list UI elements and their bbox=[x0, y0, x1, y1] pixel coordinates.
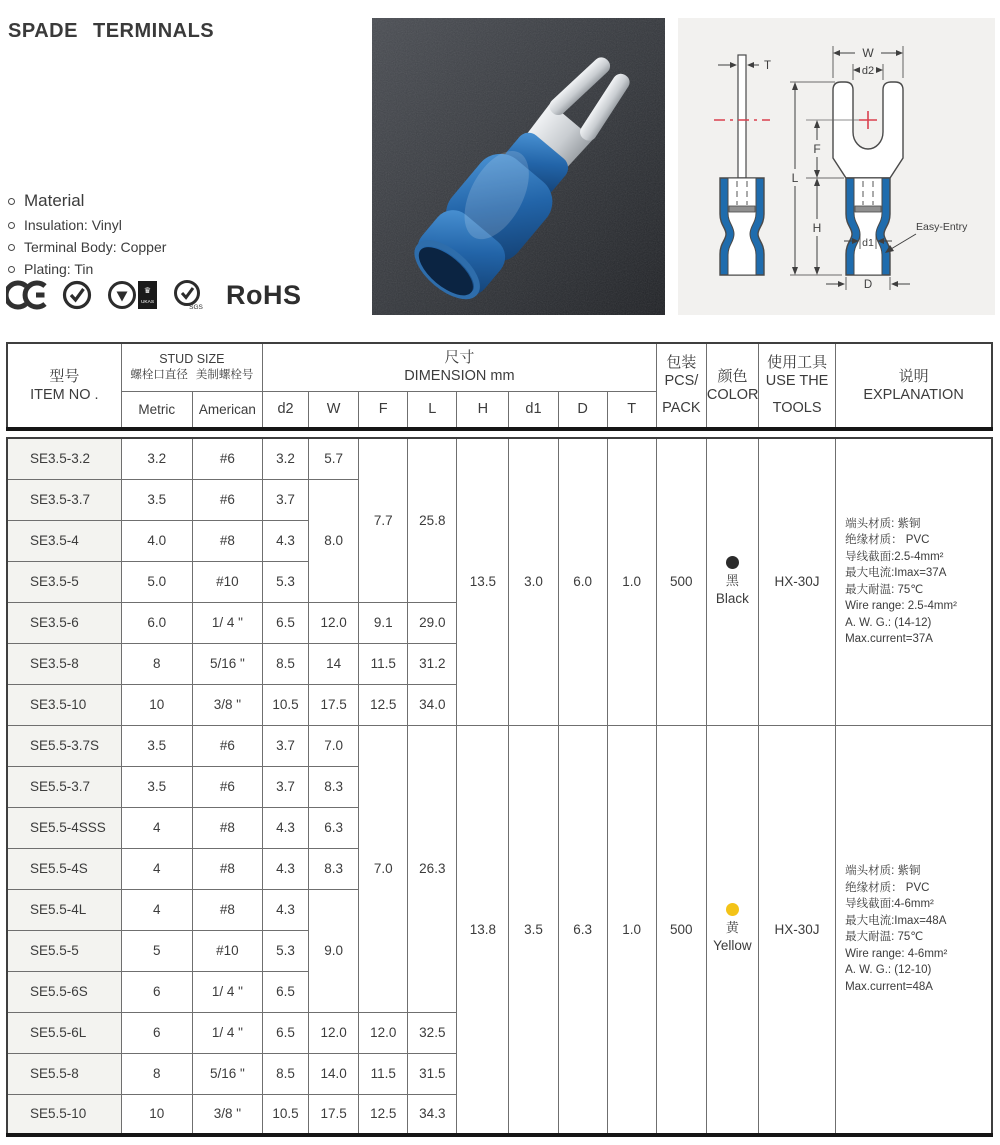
value-cell: 14 bbox=[309, 643, 359, 684]
explanation-line: A. W. G.: (12-10) bbox=[845, 964, 932, 977]
spec-table-header bbox=[6, 342, 993, 431]
value-cell: 8.3 bbox=[309, 848, 359, 889]
item-no-cell: SE3.5-3.2 bbox=[7, 438, 121, 479]
bullet-icon bbox=[8, 266, 15, 273]
value-cell: 3/8 " bbox=[192, 684, 262, 725]
pack-label-l2: PCS/ bbox=[664, 373, 699, 389]
value-cell: 10.5 bbox=[263, 1094, 309, 1135]
value-cell: HX-30J bbox=[758, 725, 835, 1135]
value-cell: 4 bbox=[121, 848, 192, 889]
col-header-item-no bbox=[7, 343, 121, 429]
material-section bbox=[8, 191, 166, 283]
color-dot-icon bbox=[726, 556, 739, 569]
value-cell: 5 bbox=[121, 930, 192, 971]
material-item: Insulation: Vinyl bbox=[24, 217, 122, 233]
value-cell: 9.1 bbox=[359, 602, 408, 643]
item-no-cell: SE3.5-8 bbox=[7, 643, 121, 684]
value-cell: 11.5 bbox=[359, 1053, 408, 1094]
col-header-dimension bbox=[262, 343, 656, 391]
dim-label-T: T bbox=[764, 60, 772, 72]
easy-entry-label: Easy-Entry bbox=[916, 221, 968, 233]
explanation-cell bbox=[836, 438, 992, 725]
value-cell: #6 bbox=[192, 766, 262, 807]
table-row bbox=[7, 725, 992, 766]
col-header-d2: d2 bbox=[262, 391, 308, 429]
dim-label-L: L bbox=[791, 171, 799, 185]
value-cell: 1/ 4 " bbox=[192, 971, 262, 1012]
bullet-icon bbox=[8, 198, 15, 205]
value-cell: #6 bbox=[192, 438, 262, 479]
weee-compliance-badge-icon bbox=[61, 279, 93, 311]
value-cell: 1/ 4 " bbox=[192, 602, 262, 643]
dim-label-d2: d2 bbox=[861, 65, 875, 77]
value-cell: 34.3 bbox=[408, 1094, 457, 1135]
value-cell: 4 bbox=[121, 889, 192, 930]
value-cell: 6 bbox=[121, 1012, 192, 1053]
item-no-cell: SE5.5-6S bbox=[7, 971, 121, 1012]
color-name-en: Yellow bbox=[713, 938, 752, 954]
dim-label-H: H bbox=[812, 221, 822, 235]
explanation-line: Wire range: 2.5-4mm² bbox=[845, 600, 957, 613]
value-cell: 8 bbox=[121, 643, 192, 684]
color-name-cn: 黄 bbox=[725, 920, 739, 936]
explanation-cell bbox=[836, 725, 992, 1135]
item-no-cell: SE5.5-8 bbox=[7, 1053, 121, 1094]
explanation-line: Max.current=48A bbox=[845, 980, 933, 993]
value-cell: 9.0 bbox=[309, 889, 359, 1012]
explanation-line: 最大电流:Imax=48A bbox=[845, 914, 947, 927]
front-view-fork bbox=[833, 82, 903, 178]
value-cell: 6.5 bbox=[263, 1012, 309, 1053]
stud-cn-metric: 螺栓口直径 bbox=[130, 369, 188, 382]
explanation-line: 最大耐温: 75℃ bbox=[845, 931, 924, 944]
value-cell: 12.5 bbox=[359, 684, 408, 725]
color-name-en: Black bbox=[715, 590, 749, 606]
item-no-cell: SE5.5-4L bbox=[7, 889, 121, 930]
value-cell: #8 bbox=[192, 807, 262, 848]
col-header-stud-size bbox=[121, 343, 262, 391]
dim-label-W: W bbox=[862, 46, 874, 60]
value-cell: 31.5 bbox=[408, 1053, 457, 1094]
dimension-label-en: DIMENSION mm bbox=[404, 368, 515, 385]
value-cell: 5.3 bbox=[263, 930, 309, 971]
item-no-cell: SE5.5-3.7S bbox=[7, 725, 121, 766]
col-header-tools bbox=[759, 343, 836, 429]
item-no-cell: SE3.5-3.7 bbox=[7, 479, 121, 520]
item-no-cell: SE5.5-6L bbox=[7, 1012, 121, 1053]
value-cell: 5.3 bbox=[263, 561, 309, 602]
item-no-cell: SE5.5-10 bbox=[7, 1094, 121, 1135]
item-no-cell: SE3.5-10 bbox=[7, 684, 121, 725]
ce-mark-icon bbox=[6, 279, 48, 311]
dimension-label-cn: 尺寸 bbox=[444, 349, 475, 367]
value-cell: 6.3 bbox=[309, 807, 359, 848]
value-cell: 29.0 bbox=[408, 602, 457, 643]
explanation-line: 导线截面:4-6mm² bbox=[845, 898, 934, 911]
col-header-metric: Metric bbox=[121, 391, 192, 429]
col-header-f: F bbox=[359, 391, 408, 429]
col-header-t: T bbox=[607, 391, 656, 429]
dimension-diagram bbox=[678, 18, 995, 315]
dimension-diagram-svg bbox=[678, 18, 995, 315]
value-cell: 26.3 bbox=[408, 725, 457, 1012]
value-cell: 3.7 bbox=[263, 725, 309, 766]
value-cell: 7.0 bbox=[309, 725, 359, 766]
explanation-line: 最大耐温: 75℃ bbox=[845, 583, 924, 596]
value-cell: 500 bbox=[656, 438, 706, 725]
value-cell: 13.5 bbox=[457, 438, 509, 725]
explanation-line: 绝缘材质： PVC bbox=[845, 881, 930, 894]
explanation-line: 端头材质: 紫铜 bbox=[845, 865, 921, 878]
value-cell: 6.0 bbox=[558, 438, 607, 725]
material-item: Terminal Body: Copper bbox=[24, 239, 167, 255]
value-cell: 3.0 bbox=[509, 438, 558, 725]
value-cell: 6.3 bbox=[558, 725, 607, 1135]
color-cell bbox=[706, 438, 758, 725]
item-no-cell: SE5.5-3.7 bbox=[7, 766, 121, 807]
value-cell: 32.5 bbox=[408, 1012, 457, 1053]
value-cell: 5.7 bbox=[309, 438, 359, 479]
bullet-icon bbox=[8, 244, 15, 251]
material-item-row bbox=[8, 217, 166, 233]
tools-label-l2: USE THE bbox=[765, 373, 829, 389]
item-no-cell: SE3.5-6 bbox=[7, 602, 121, 643]
col-header-d1: d1 bbox=[509, 391, 558, 429]
value-cell: 12.0 bbox=[309, 602, 359, 643]
value-cell: 34.0 bbox=[408, 684, 457, 725]
value-cell: 7.7 bbox=[359, 438, 408, 602]
material-heading-row bbox=[8, 191, 166, 211]
value-cell: 3/8 " bbox=[192, 1094, 262, 1135]
value-cell: 10 bbox=[121, 1094, 192, 1135]
table-row bbox=[7, 438, 992, 479]
value-cell: 3.5 bbox=[121, 725, 192, 766]
quality-badge-ukas-icon bbox=[106, 279, 158, 311]
value-cell: #8 bbox=[192, 520, 262, 561]
explanation-line: 导线截面:2.5-4mm² bbox=[845, 550, 944, 563]
ukas-label: UKAS bbox=[140, 300, 155, 305]
value-cell: 1/ 4 " bbox=[192, 1012, 262, 1053]
certifications-row bbox=[6, 277, 302, 313]
svg-text:♛: ♛ bbox=[143, 286, 152, 295]
item-header-en: ITEM NO . bbox=[30, 386, 99, 403]
terminal-photo-illustration bbox=[372, 18, 665, 315]
value-cell: 6.0 bbox=[121, 602, 192, 643]
value-cell: 7.0 bbox=[359, 725, 408, 1012]
col-header-h: H bbox=[457, 391, 509, 429]
col-header-w: W bbox=[309, 391, 359, 429]
value-cell: 10 bbox=[121, 684, 192, 725]
explanation-line: 端头材质: 紫铜 bbox=[845, 517, 921, 530]
value-cell: 12.5 bbox=[359, 1094, 408, 1135]
material-item: Plating: Tin bbox=[24, 261, 94, 277]
value-cell: 8.0 bbox=[309, 479, 359, 602]
explanation-line: Wire range: 4-6mm² bbox=[845, 947, 948, 960]
value-cell: 8.5 bbox=[263, 1053, 309, 1094]
value-cell: 6.5 bbox=[263, 602, 309, 643]
explanation-line: 绝缘材质： PVC bbox=[845, 534, 930, 547]
value-cell: 17.5 bbox=[309, 1094, 359, 1135]
value-cell: #8 bbox=[192, 848, 262, 889]
sgs-label: SGS bbox=[189, 304, 203, 311]
page-title: SPADE TERMINALS bbox=[8, 20, 215, 42]
explanation-line: Max.current=37A bbox=[845, 633, 933, 646]
explanation-label-en: EXPLANATION bbox=[863, 386, 964, 403]
value-cell: #10 bbox=[192, 930, 262, 971]
value-cell: 13.8 bbox=[457, 725, 509, 1135]
color-cell bbox=[706, 725, 758, 1135]
value-cell: #8 bbox=[192, 889, 262, 930]
value-cell: #6 bbox=[192, 725, 262, 766]
item-no-cell: SE5.5-5 bbox=[7, 930, 121, 971]
color-label-en: COLOR bbox=[706, 386, 759, 403]
explanation-line: A. W. G.: (14-12) bbox=[845, 616, 932, 629]
dim-label-F: F bbox=[813, 142, 821, 156]
product-photo bbox=[372, 18, 665, 315]
sgs-badge-icon bbox=[171, 278, 207, 312]
col-header-pack bbox=[656, 343, 706, 429]
value-cell: 4.3 bbox=[263, 889, 309, 930]
value-cell: 4.3 bbox=[263, 848, 309, 889]
side-view-tongue bbox=[738, 55, 746, 178]
material-item-row bbox=[8, 239, 166, 255]
value-cell: 4.0 bbox=[121, 520, 192, 561]
value-cell: 5/16 " bbox=[192, 1053, 262, 1094]
value-cell: 4.3 bbox=[263, 520, 309, 561]
material-heading: Material bbox=[24, 191, 85, 210]
item-no-cell: SE5.5-4SSS bbox=[7, 807, 121, 848]
value-cell: 4.3 bbox=[263, 807, 309, 848]
bullet-icon bbox=[8, 222, 15, 229]
value-cell: 5/16 " bbox=[192, 643, 262, 684]
value-cell: 3.2 bbox=[121, 438, 192, 479]
value-cell: 31.2 bbox=[408, 643, 457, 684]
value-cell: 8.3 bbox=[309, 766, 359, 807]
value-cell: #6 bbox=[192, 479, 262, 520]
value-cell: 25.8 bbox=[408, 438, 457, 602]
color-dot-icon bbox=[726, 903, 739, 916]
value-cell: 3.5 bbox=[509, 725, 558, 1135]
value-cell: 3.5 bbox=[121, 766, 192, 807]
item-no-cell: SE3.5-5 bbox=[7, 561, 121, 602]
stud-cn-american: 美制螺栓号 bbox=[195, 369, 254, 382]
value-cell: 1.0 bbox=[607, 725, 656, 1135]
stud-size-label: STUD SIZE bbox=[159, 352, 225, 367]
color-name-cn: 黑 bbox=[725, 572, 739, 588]
value-cell: 3.7 bbox=[263, 479, 309, 520]
value-cell: 4 bbox=[121, 807, 192, 848]
dim-label-D: D bbox=[863, 279, 873, 291]
spec-table-body bbox=[6, 437, 993, 1137]
color-label-cn: 颜色 bbox=[717, 367, 748, 385]
value-cell: 11.5 bbox=[359, 643, 408, 684]
value-cell: 500 bbox=[656, 725, 706, 1135]
pack-label-cn: 包装 bbox=[666, 354, 697, 371]
value-cell: 8 bbox=[121, 1053, 192, 1094]
pack-label-l3: PACK bbox=[662, 400, 701, 416]
col-header-american: American bbox=[192, 391, 262, 429]
col-header-d: D bbox=[558, 391, 607, 429]
value-cell: 10.5 bbox=[263, 684, 309, 725]
value-cell: 3.5 bbox=[121, 479, 192, 520]
value-cell: 3.2 bbox=[263, 438, 309, 479]
value-cell: 1.0 bbox=[607, 438, 656, 725]
value-cell: 3.7 bbox=[263, 766, 309, 807]
col-header-explanation bbox=[836, 343, 992, 429]
item-header-cn: 型号 bbox=[49, 367, 80, 385]
tools-label-cn: 使用工具 bbox=[767, 354, 828, 371]
value-cell: 14.0 bbox=[309, 1053, 359, 1094]
col-header-color bbox=[706, 343, 758, 429]
value-cell: 6.5 bbox=[263, 971, 309, 1012]
value-cell: 5.0 bbox=[121, 561, 192, 602]
value-cell: 6 bbox=[121, 971, 192, 1012]
item-no-cell: SE5.5-4S bbox=[7, 848, 121, 889]
value-cell: 17.5 bbox=[309, 684, 359, 725]
item-no-cell: SE3.5-4 bbox=[7, 520, 121, 561]
col-header-l: L bbox=[408, 391, 457, 429]
explanation-label-cn: 说明 bbox=[898, 367, 929, 385]
rohs-label: RoHS bbox=[226, 279, 302, 310]
value-cell: 12.0 bbox=[309, 1012, 359, 1053]
tools-label-l3: TOOLS bbox=[772, 400, 822, 416]
value-cell: 8.5 bbox=[263, 643, 309, 684]
dim-label-d1: d1 bbox=[862, 237, 874, 249]
explanation-line: 最大电流:Imax=37A bbox=[845, 567, 947, 580]
value-cell: #10 bbox=[192, 561, 262, 602]
material-item-row bbox=[8, 261, 166, 277]
value-cell: HX-30J bbox=[758, 438, 835, 725]
value-cell: 12.0 bbox=[359, 1012, 408, 1053]
